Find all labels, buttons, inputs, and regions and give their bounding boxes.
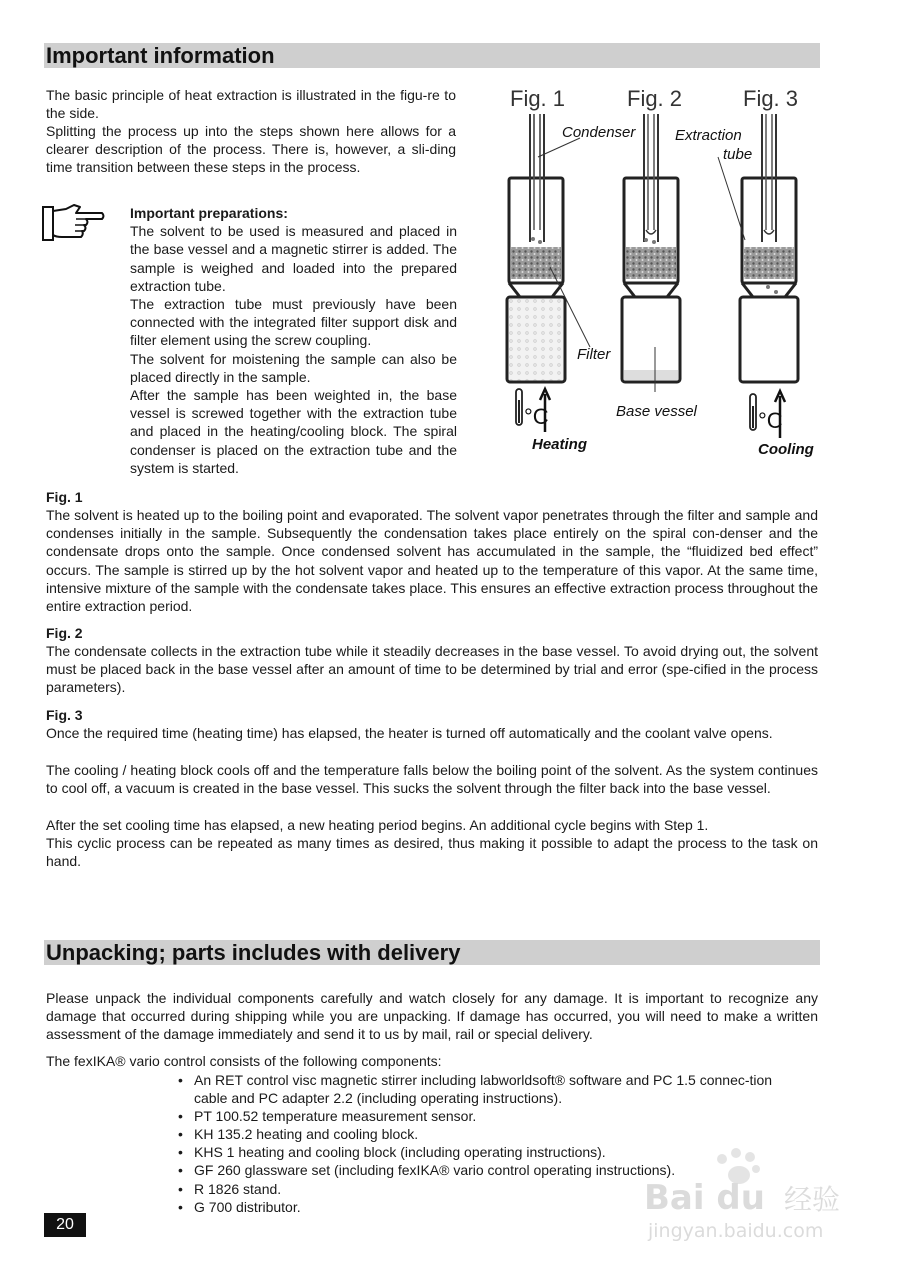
fig2-label: Fig. 2: [627, 86, 683, 111]
preparations-title: Important preparations:: [130, 205, 288, 221]
prep-line-4: After the sample has been weighted in, the base vessel is screwed together with the extraction tube and placed in the heating/cooling block. The spiral condenser is placed on the extraction tube and the system is started.: [130, 387, 457, 476]
base-vessel-label: Base vessel: [616, 403, 697, 420]
list-item-text: PT 100.52 temperature measurement sensor.: [194, 1108, 477, 1124]
fig2-body: The condensate collects in the extraction tube while it steadily decreases in the base vessel. To avoid drying out, the solvent must be placed back in the base vessel after an amount of time to be determined by trial and error (spe-cified in the process parameters).: [46, 643, 818, 696]
fig1-body: The solvent is heated up to the boiling point and evaporated. The solvent vapor penetrates through the filter and sample and condenses initially in the sample. Subsequently the condensation takes place entirely on the spiral con-denser and the condensate drops onto the sample. Once condensed solvent has accumulated in the sample, the “fluidized bed effect” occurs. The sample is stirred up by the hot solvent vapor and heated up to the temperature of this vapor. At the same time, intensive mixture of the sample with the condensate takes place. This ensures an effective extraction process throughout the entire extraction period.: [46, 507, 818, 615]
bullet: •: [178, 1072, 183, 1088]
page-number: 20: [44, 1213, 86, 1237]
list-item: [178, 1125, 818, 1143]
cooling-unit: °C: [758, 408, 783, 433]
bullet: •: [178, 1162, 183, 1178]
cooling-label: Cooling: [758, 441, 814, 458]
list-item-text: G 700 distributor.: [194, 1199, 301, 1215]
bullet: •: [178, 1126, 183, 1142]
bullet: •: [178, 1108, 183, 1124]
section-title-unpacking: Unpacking; parts includes with delivery: [44, 940, 820, 965]
watermark-brand: Bai du: [644, 1178, 765, 1218]
list-item-text: R 1826 stand.: [194, 1181, 282, 1197]
condenser-label: Condenser: [562, 124, 636, 141]
list-item-text: KHS 1 heating and cooling block (including operating instructions).: [194, 1144, 606, 1160]
unpacking-paragraph: Please unpack the individual components carefully and watch closely for any damage. It is important to recognize any damage that occurred during shipping while you are unpacking. If damage has occurred, you will need to make a written assessment of the damage immediately and send it to us by mail, rail or special delivery.: [46, 990, 818, 1043]
bullet: •: [178, 1199, 183, 1215]
intro-paragraph-1: The basic principle of heat extraction is illustrated in the figu-re to the side.: [46, 87, 456, 122]
section-title-important-information: Important information: [44, 43, 820, 68]
list-item-text: KH 135.2 heating and cooling block.: [194, 1126, 419, 1142]
fig3-paragraph-1: Once the required time (heating time) has elapsed, the heater is turned off automatically and the coolant valve opens.: [46, 725, 773, 741]
watermark-url: jingyan.baidu.com: [648, 1220, 824, 1242]
watermark-brand-cn: 经验: [784, 1183, 841, 1216]
pointing-hand-icon: [42, 203, 106, 243]
fig3-paragraph-4: This cyclic process can be repeated as many times as desired, thus making it possible to adapt the process to the task on hand.: [46, 835, 818, 870]
preparations-block: [130, 204, 457, 477]
fig1-label: Fig. 1: [510, 86, 566, 111]
heat-extraction-diagram: [500, 82, 820, 467]
heating-label: Heating: [532, 436, 588, 453]
baidu-watermark: [644, 1145, 864, 1245]
bullet: •: [178, 1181, 183, 1197]
heating-unit: °C: [524, 404, 549, 429]
prep-line-1: The solvent to be used is measured and placed in the base vessel and a magnetic stirrer is added. The sample is weighed and loaded into the prepared extraction tube.: [130, 223, 457, 294]
fig3-heading: Fig. 3: [46, 707, 83, 723]
fig2-apparatus: [622, 114, 680, 382]
fig3-paragraph-2: The cooling / heating block cools off and the temperature falls below the boiling point of the solvent. As the system continues to cool off, a vacuum is created in the base vessel. This sucks the solvent through the filter back into the base vessel.: [46, 762, 818, 797]
fig3-paragraph-3: After the set cooling time has elapsed, a new heating period begins. An additional cycle begins with Step 1.: [46, 817, 709, 833]
filter-label: Filter: [577, 346, 611, 363]
prep-line-2: The extraction tube must previously have been connected with the integrated filter support disk and filter element using the screw coupling.: [130, 296, 457, 349]
fig3-label: Fig. 3: [743, 86, 799, 111]
list-item: [178, 1071, 800, 1107]
fig1-heading: Fig. 1: [46, 489, 83, 505]
fig2-heading: Fig. 2: [46, 625, 83, 641]
list-item-text: An RET control visc magnetic stirrer including labworldsoft® software and PC 1.5 connec-tion cable and PC adapter 2.2 (including operating instructions).: [194, 1072, 773, 1107]
extraction-tube-label-line2: tube: [723, 146, 753, 163]
fig1-apparatus: [507, 114, 565, 382]
list-item: [178, 1107, 818, 1125]
list-item-text: GF 260 glassware set (including fexIKA® vario control operating instructions).: [194, 1162, 676, 1178]
components-intro: The fexIKA® vario control consists of the following components:: [46, 1053, 442, 1069]
bullet: •: [178, 1144, 183, 1160]
intro-paragraph-2: Splitting the process up into the steps shown here allows for a clearer description of the process. There is, however, a sli-ding time transition between these steps in the process.: [46, 123, 456, 176]
extraction-tube-label-line1: Extraction: [675, 127, 742, 144]
prep-line-3: The solvent for moistening the sample can also be placed directly in the sample.: [130, 350, 457, 385]
